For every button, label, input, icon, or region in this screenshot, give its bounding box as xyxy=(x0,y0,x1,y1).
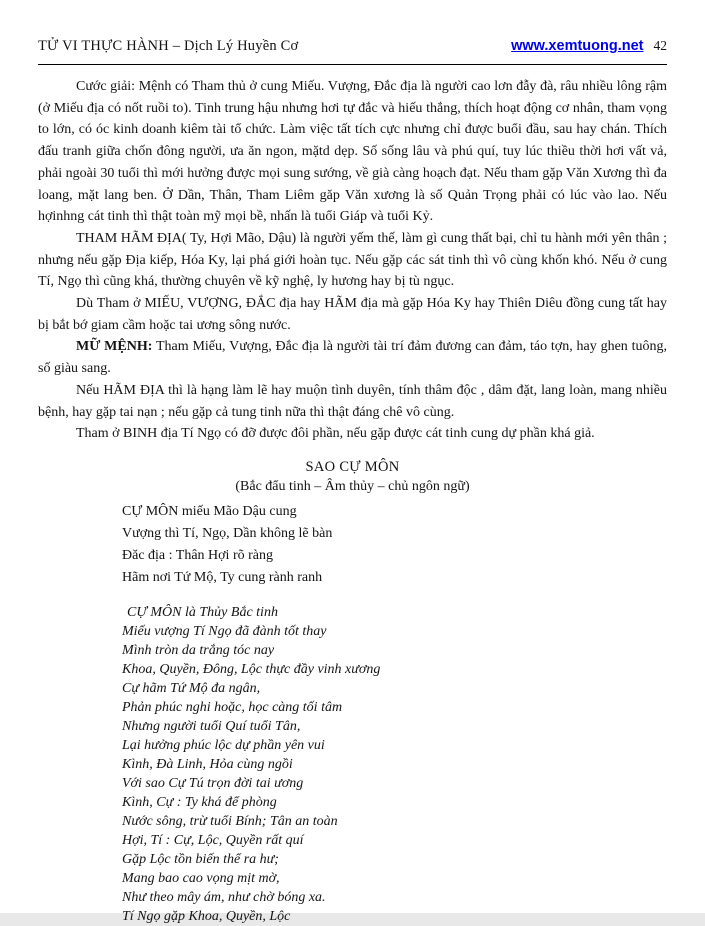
poem-line: Kình, Đà Linh, Hỏa cùng ngồi xyxy=(122,756,293,772)
poem-line: Phản phúc nghi hoặc, học càng tối tâm xyxy=(122,699,343,715)
poem-line: Với sao Cự Tú trọn đời tai ương xyxy=(122,775,304,791)
poem-line: Hợi, Tí : Cự, Lộc, Quyền rất quí xyxy=(122,832,304,848)
paragraph-cuoc-giai xyxy=(38,76,667,228)
poem-line: Nhưng người tuổi Quí tuổi Tân, xyxy=(122,718,301,734)
paragraph-tham-o-binh xyxy=(38,423,667,445)
paragraph-nu-menh xyxy=(38,336,667,379)
poem-line: Gặp Lộc tồn biến thể ra hư; xyxy=(122,851,279,867)
poem-line: Lại hưởng phúc lộc dự phần yên vui xyxy=(122,737,325,753)
paragraph-text: Cước giải: Mệnh có Tham thủ ở cung Miếu. Vượng, Đắc địa là người cao lơn đẫy đà, râu nhiều lông rậm (ở Miếu địa có nốt ruồi to). Tinh trung hậu nhưng hơi tự đắc và hiếu thắng, thích hoạt động cơ nhân, tham vọng to lớn, có óc kinh doanh kiêm tài tổ chức. Làm việc tất tích cực nhưng chỉ được buổi đầu, sau hay chán. Thích đấu tranh giữa chốn đông người, ưa ăn ngon, mặtd dẹp. Số sống lâu và phú quí, tuy lúc thiều thời hơi vất vả, phải ngoài 30 tuổi thì mới hưởng được mọi sung sướng, về già càng hoạch đạt. Nếu tham gặp Văn Xương thì đa loang, mặt lang ben. Ở Dần, Thân, Tham Liêm găp Văn xương là số Quản Trọng phải có lúc vào lao. Nếu hợinhng cát tinh thì thật toàn mỹ mọi bề, nhấn là tuổi Giáp và tuổi Kỷ. xyxy=(38,79,667,225)
paragraph-text: THAM HÃM ĐỊA( Ty, Hợi Mão, Dậu) là người yếm thế, làm gì cung thất bại, chỉ tu hành mới yên thân ; nhưng nếu gặp Địa kiếp, Hóa Ky, lại phá giới hoàn tục. Nếu gặp các sát tinh thì vô cùng khốn khó. Nếu ở cung Tí, Ngọ thì cũng khá, thường chuyên về kỹ nghệ, ly hương hay bị tù ngục. xyxy=(38,230,667,290)
website-link[interactable]: www.xemtuong.net xyxy=(511,38,644,54)
paragraph-text: Tham ở BINH địa Tí Ngọ có đỡ được đôi phần, nếu gặp được cát tinh cung dự phần khá giả. xyxy=(76,426,595,442)
page-header xyxy=(38,38,667,55)
quatrain-line: Vượng thì Tí, Ngọ, Dần không lẽ bàn xyxy=(122,525,333,541)
paragraph-neu-ham-dia xyxy=(38,380,667,423)
poem-line: Kình, Cự : Ty khá để phòng xyxy=(122,794,277,810)
quatrain-line: Đăc địa : Thân Hợi rõ ràng xyxy=(122,547,273,563)
paragraph-text: Tham Miếu, Vượng, Đắc địa là người tài trí đảm đương can đảm, táo tợn, hay ghen tuông, số giàu sang. xyxy=(38,339,668,377)
section-title: SAO CỰ MÔN xyxy=(305,458,400,475)
quatrain-line: Hãm nơi Tứ Mộ, Ty cung rành ranh xyxy=(122,569,323,585)
paragraph-text: Nếu HÃM ĐỊA thì là hạng làm lẽ hay muộn tình duyên, tính thâm độc , dâm đặt, lang loàn, mang nhiều bệnh, hay gặp tai nạn ; nếu gặp cả tung tinh nữa thì thật đáng chê vô cùng. xyxy=(38,382,667,420)
paragraph-lead: MỮ MỆNH: xyxy=(76,339,153,355)
section-subtitle: (Bắc đẩu tinh – Âm thủy – chủ ngôn ngữ) xyxy=(235,478,470,494)
paragraph-text: Dù Tham ở MIẾU, VƯỢNG, ĐẮC địa hay HÃM địa mà gặp Hóa Ky hay Thiên Diêu đồng cung tất hay bị bắt bớ giam cầm hoặc tai ương sông nước. xyxy=(38,296,667,333)
poem xyxy=(122,603,667,926)
body-text xyxy=(38,76,667,445)
header-right xyxy=(511,38,667,54)
poem-line: Miếu vượng Tí Ngọ đã đành tốt thay xyxy=(122,623,327,639)
document-title: TỬ VI THỰC HÀNH – Dịch Lý Huyền Cơ xyxy=(38,38,299,54)
poem-line: CỰ MÔN là Thủy Bắc tinh xyxy=(127,604,278,620)
header-rule xyxy=(38,64,667,65)
poem-line: Như theo mây ám, như chờ bóng xa. xyxy=(122,889,326,905)
poem-line: Nước sông, trừ tuổi Bính; Tân an toàn xyxy=(122,813,338,829)
quatrain xyxy=(122,501,667,589)
page-number: 42 xyxy=(653,38,667,53)
poem-line: Mang bao cao vọng mịt mờ, xyxy=(122,870,280,886)
poem-line: Tí Ngọ gặp Khoa, Quyền, Lộc xyxy=(122,908,291,924)
paragraph-tham-ham-dia xyxy=(38,228,667,293)
poem-line: Cự hãm Tứ Mộ đa ngân, xyxy=(122,680,261,696)
quatrain-line: CỰ MÔN miếu Mão Dậu cung xyxy=(122,503,297,519)
paragraph-du-tham xyxy=(38,293,667,336)
poem-line: Khoa, Quyền, Đông, Lộc thực đầy vinh xương xyxy=(122,661,381,677)
poem-line: Mình tròn da trắng tóc nay xyxy=(122,642,275,658)
